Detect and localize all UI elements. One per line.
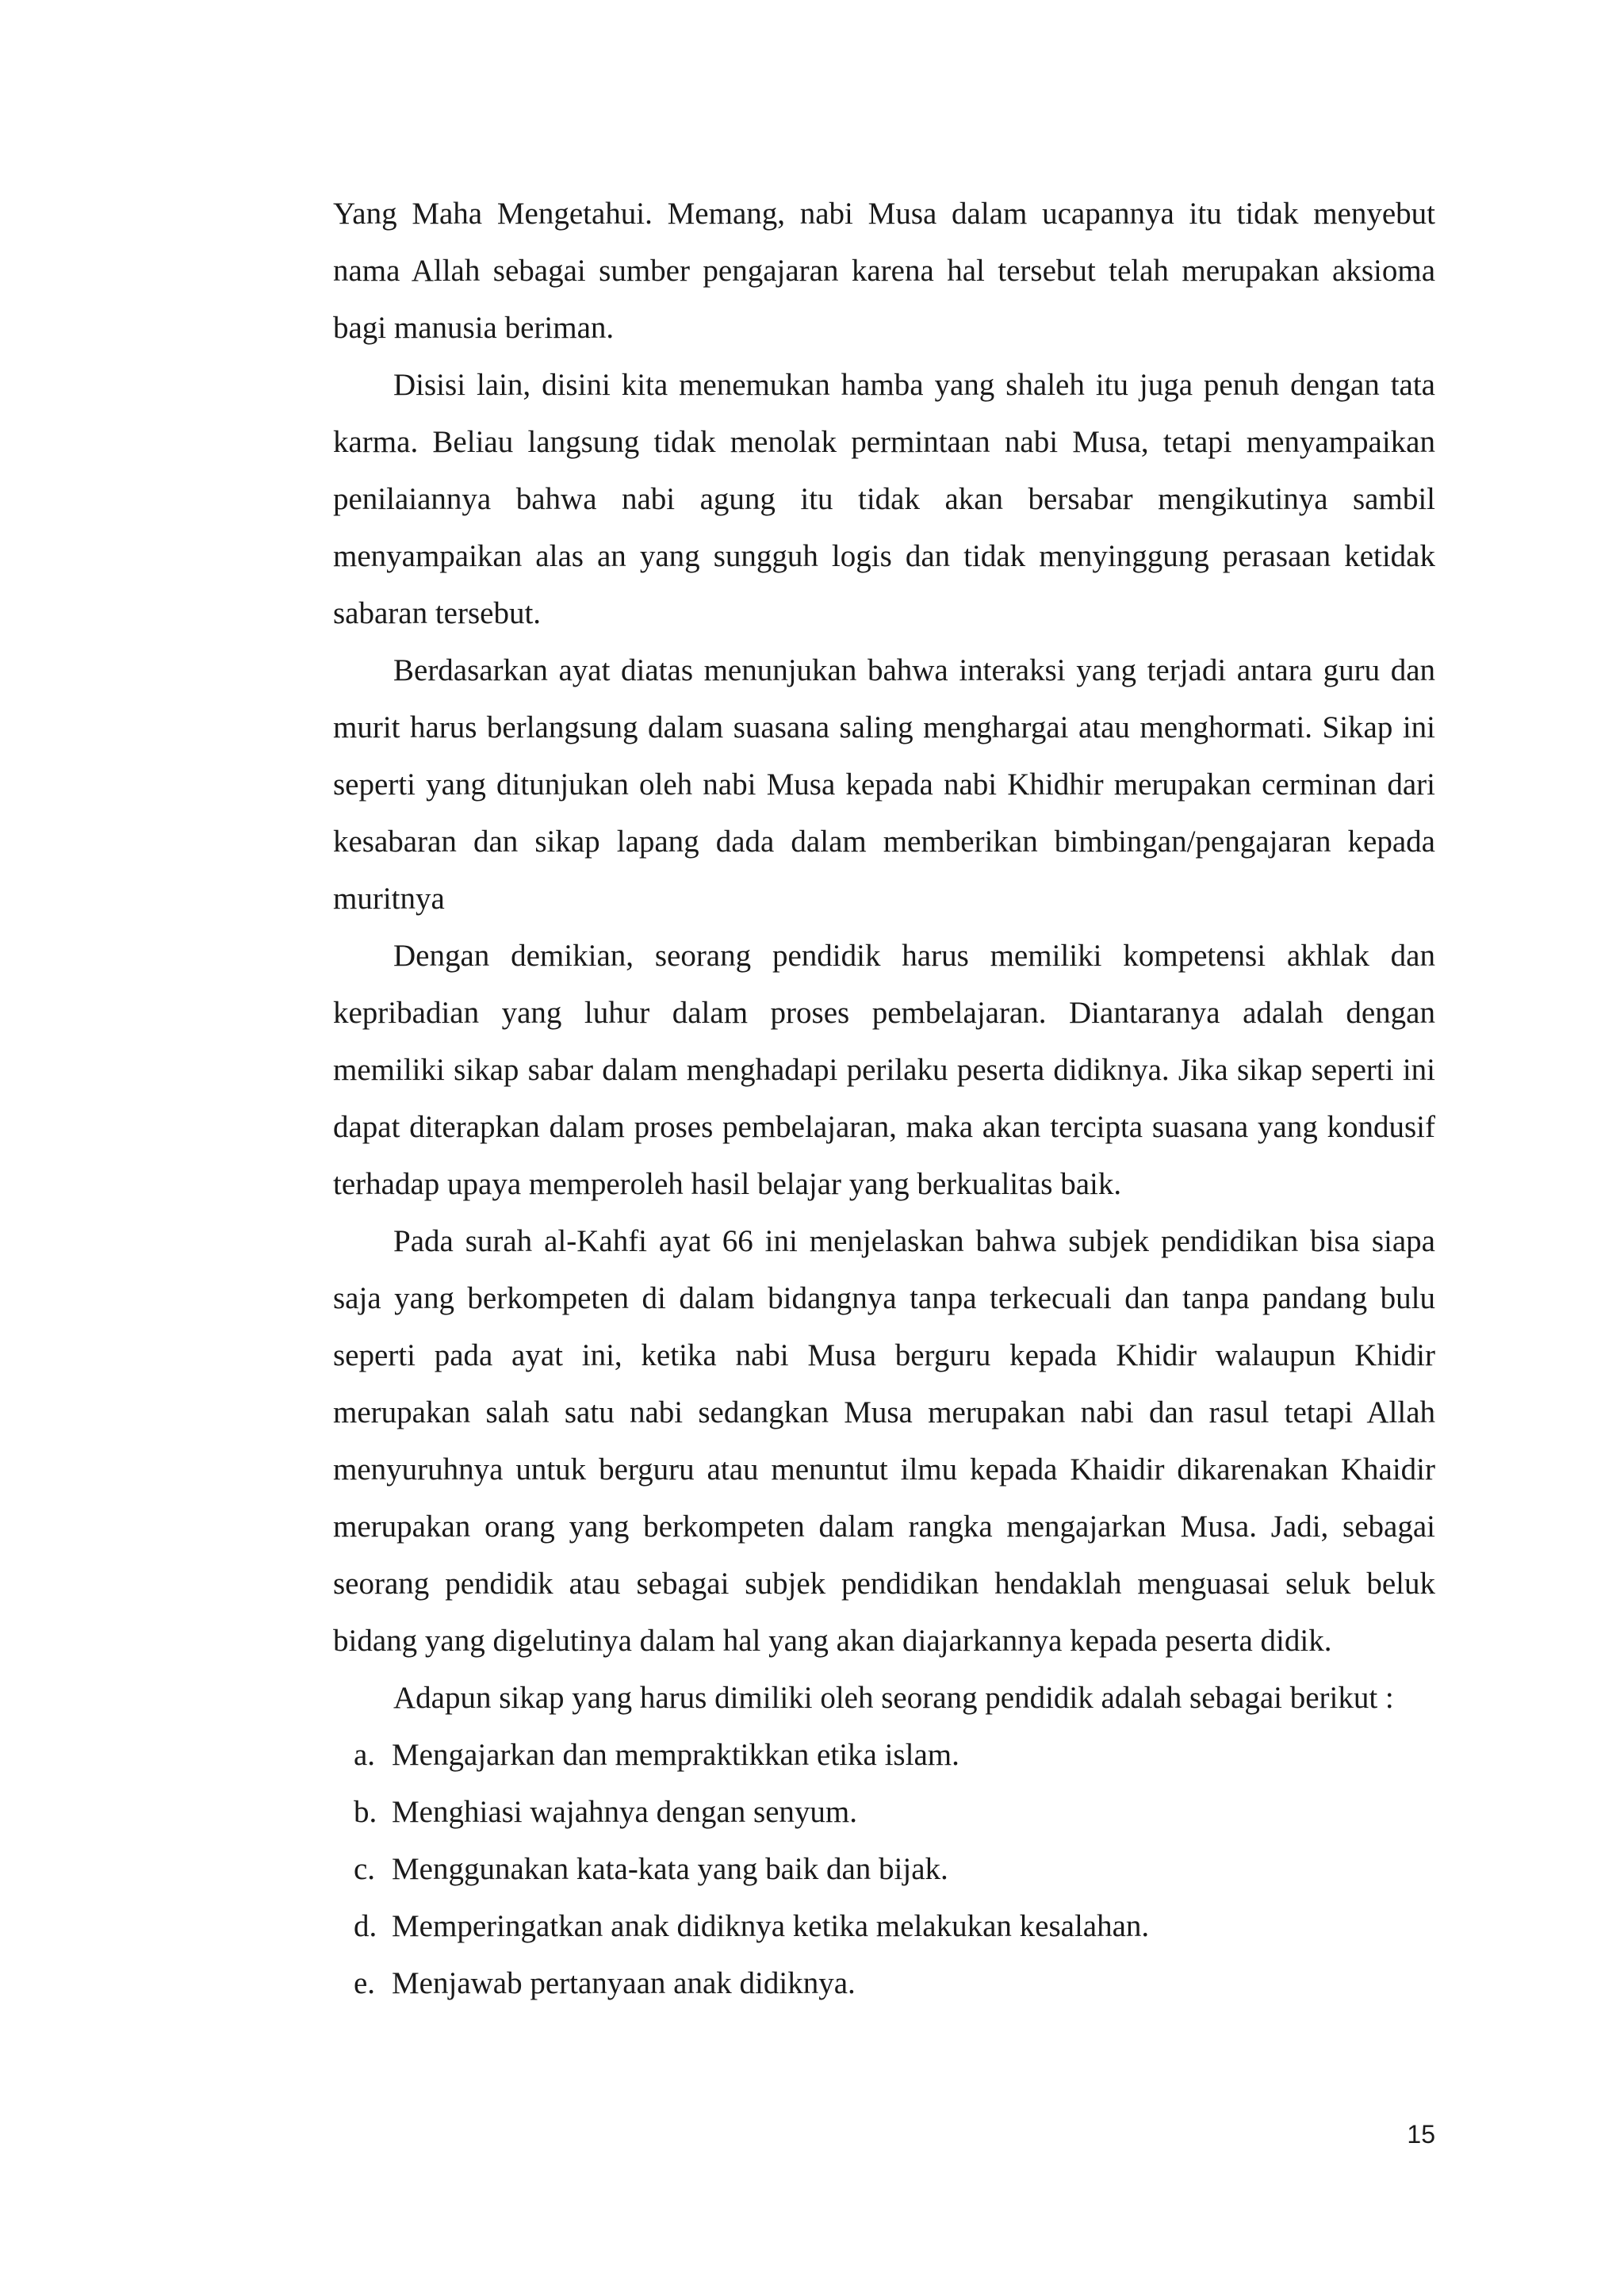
list-item (333, 1784, 1435, 1841)
list-item (333, 1727, 1435, 1784)
list-item-text: Menghiasi wajahnya dengan senyum. (392, 1795, 858, 1829)
list-item-text: Mengajarkan dan mempraktikkan etika islam. (392, 1738, 959, 1772)
list-marker: e. (354, 1966, 376, 2000)
paragraph-2: Disisi lain, disini kita menemukan hamba yang shaleh itu juga penuh dengan tata karma. Beliau langsung tidak menolak permintaan nabi Musa, tetapi menyampaikan penilaiannya bahwa nabi agung itu tidak akan bersabar mengikutinya sambil menyampaikan alas an yang sungguh logis dan tidak menyinggung perasaan ketidak sabaran tersebut. (333, 368, 1435, 630)
paragraph-4: Dengan demikian, seorang pendidik harus memiliki kompetensi akhlak dan kepribadian yang luhur dalam proses pembelajaran. Diantaranya adalah dengan memiliki sikap sabar dalam menghadapi perilaku peserta didiknya. Jika sikap seperti ini dapat diterapkan dalam proses pembelajaran, maka akan tercipta suasana yang kondusif terhadap upaya memperoleh hasil belajar yang berkualitas baik. (333, 939, 1435, 1201)
list-item (333, 1898, 1435, 1955)
paragraph-3: Berdasarkan ayat diatas menunjukan bahwa interaksi yang terjadi antara guru dan murit harus berlangsung dalam suasana saling menghargai atau menghormati. Sikap ini seperti yang ditunjukan oleh nabi Musa kepada nabi Khidhir merupakan cerminan dari kesabaran dan sikap lapang dada dalam memberikan bimbingan/pengajaran kepada muritnya (333, 653, 1435, 916)
list-item-text: Menjawab pertanyaan anak didiknya. (392, 1966, 856, 2000)
list-item (333, 1841, 1435, 1898)
paragraph-1: Yang Maha Mengetahui. Memang, nabi Musa dalam ucapannya itu tidak menyebut nama Allah sebagai sumber pengajaran karena hal tersebut telah merupakan aksioma bagi manusia beriman. (333, 197, 1435, 345)
paragraph-6: Adapun sikap yang harus dimiliki oleh seorang pendidik adalah sebagai berikut : (393, 1681, 1394, 1715)
list-item-text: Menggunakan kata-kata yang baik dan bijak. (392, 1852, 948, 1886)
list-item-text: Memperingatkan anak didiknya ketika melakukan kesalahan. (392, 1909, 1150, 1943)
paragraph-5: Pada surah al-Kahfi ayat 66 ini menjelaskan bahwa subjek pendidikan bisa siapa saja yang berkompeten di dalam bidangnya tanpa terkecuali dan tanpa pandang bulu seperti pada ayat ini, ketika nabi Musa berguru kepada Khidir walaupun Khidir merupakan salah satu nabi sedangkan Musa merupakan nabi dan rasul tetapi Allah menyuruhnya untuk berguru atau menuntut ilmu kepada Khaidir dikarenakan Khaidir merupakan orang yang berkompeten dalam rangka mengajarkan Musa. Jadi, sebagai seorang pendidik atau sebagai subjek pendidikan hendaklah menguasai seluk beluk bidang yang digelutinya dalam hal yang akan diajarkannya kepada peserta didik. (333, 1224, 1435, 1658)
attitude-list (333, 1727, 1435, 2012)
body-text (333, 186, 1435, 2012)
list-marker: c. (354, 1852, 376, 1886)
page-number: 15 (1407, 2120, 1435, 2149)
list-marker: a. (354, 1738, 376, 1772)
list-item (333, 1955, 1435, 2012)
list-marker: b. (354, 1795, 377, 1829)
list-marker: d. (354, 1909, 377, 1943)
